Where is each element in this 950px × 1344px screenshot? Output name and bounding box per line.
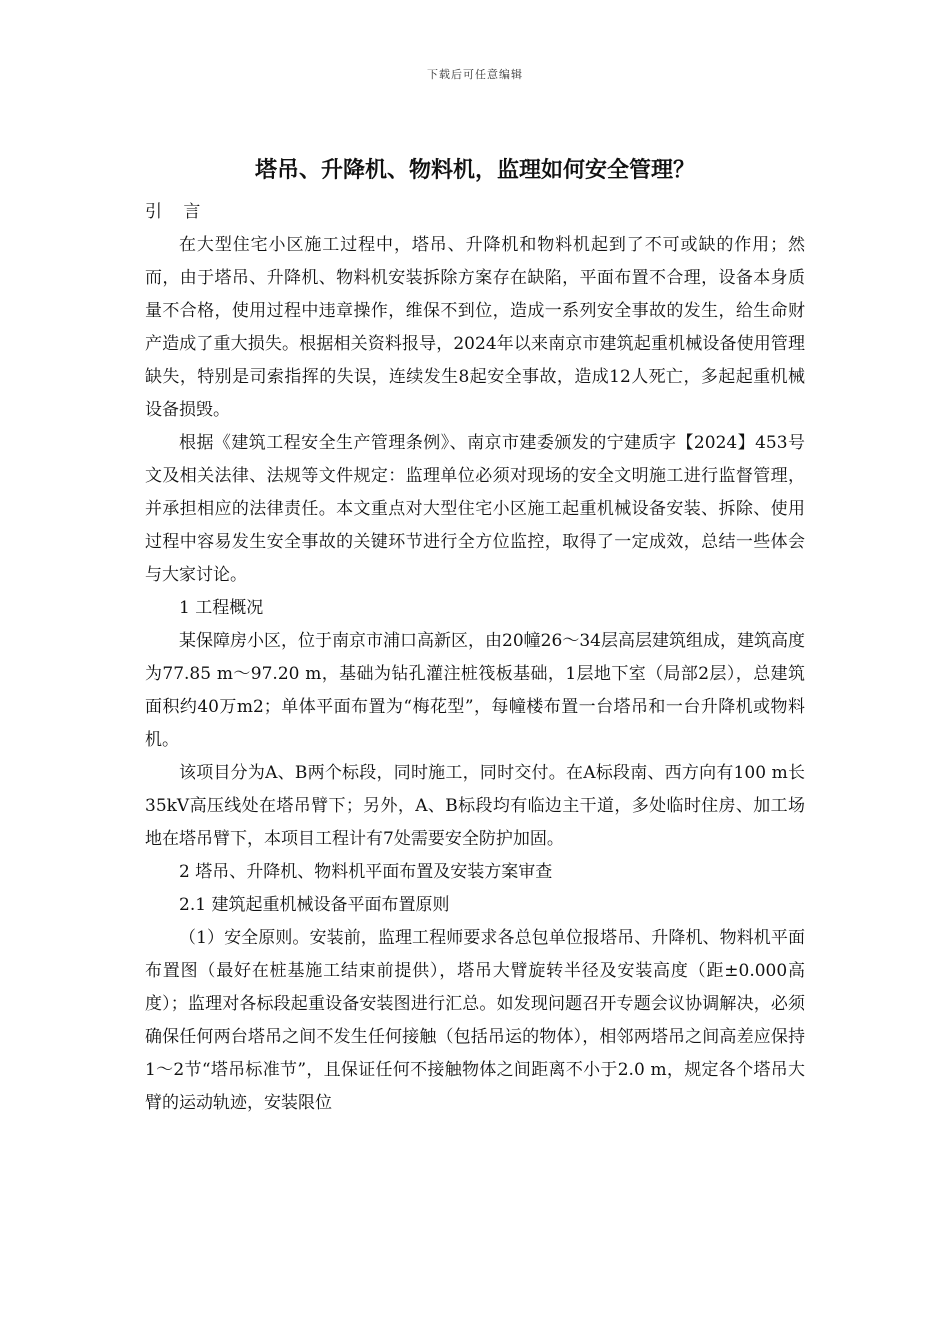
section-heading-2-1: 2.1 建筑起重机械设备平面布置原则 — [179, 895, 450, 915]
section-heading-1: 1 工程概况 — [179, 598, 264, 618]
header-note: 下载后可任意编辑 — [427, 68, 523, 81]
paragraph-safety-principle: （1）安全原则。安装前，监理工程师要求各总包单位报塔吊、升降机、物料机平面布置图（最好在桩基施工结束前提供），塔吊大臂旋转半径及安装高度（距±0.000高度）；监理对各标段起重设备安装图进行汇总。如发现问题召开专题会议协调解决，必须确保任何两台塔吊之间不发生任何接触（包括吊运的物体），相邻两塔吊之间高差应保持1～2节“塔吊标准节”，且保证任何不接触物体之间距离不小于2.0 m，规定各个塔吊大臂的运动轨迹，安装限位 — [145, 928, 805, 1113]
paragraph-intro-1: 在大型住宅小区施工过程中，塔吊、升降机和物料机起到了不可或缺的作用；然而，由于塔吊、升降机、物料机安装拆除方案存在缺陷，平面布置不合理，设备本身质量不合格，使用过程中违章操作，维保不到位，造成一系列安全事故的发生，给生命财产造成了重大损失。根据相关资料报导，2024年以来南京市建筑起重机械设备使用管理缺失，特别是司索指挥的失误，连续发生8起安全事故，造成12人死亡，多起起重机械设备损毁。 — [145, 235, 805, 420]
document-title: 塔吊、升降机、物料机，监理如何安全管理？ — [254, 157, 695, 183]
document-body — [145, 196, 805, 1120]
paragraph-overview-1: 某保障房小区，位于南京市浦口高新区，由20幢26～34层高层建筑组成，建筑高度为77.85 m～97.20 m，基础为钻孔灌注桩筏板基础，1层地下室（局部2层），总建筑面积约40万m2；单体平面布置为“梅花型”，每幢楼布置一台塔吊和一台升降机或物料机。 — [145, 631, 805, 750]
paragraph-overview-2: 该项目分为A、B两个标段，同时施工，同时交付。在A标段南、西方向有100 m长35kV高压线处在塔吊臂下；另外，A、B标段均有临边主干道，多处临时住房、加工场地在塔吊臂下，本项目工程计有7处需要安全防护加固。 — [145, 763, 805, 849]
section-heading-2: 2 塔吊、升降机、物料机平面布置及安装方案审查 — [179, 862, 553, 882]
intro-heading: 引 言 — [145, 202, 209, 222]
paragraph-intro-2: 根据《建筑工程安全生产管理条例》、南京市建委颁发的宁建质字【2024】453号文及相关法律、法规等文件规定：监理单位必须对现场的安全文明施工进行监督管理，并承担相应的法律责任。本文重点对大型住宅小区施工起重机械设备安装、拆除、使用过程中容易发生安全事故的关键环节进行全方位监控，取得了一定成效，总结一些体会与大家讨论。 — [145, 433, 805, 585]
